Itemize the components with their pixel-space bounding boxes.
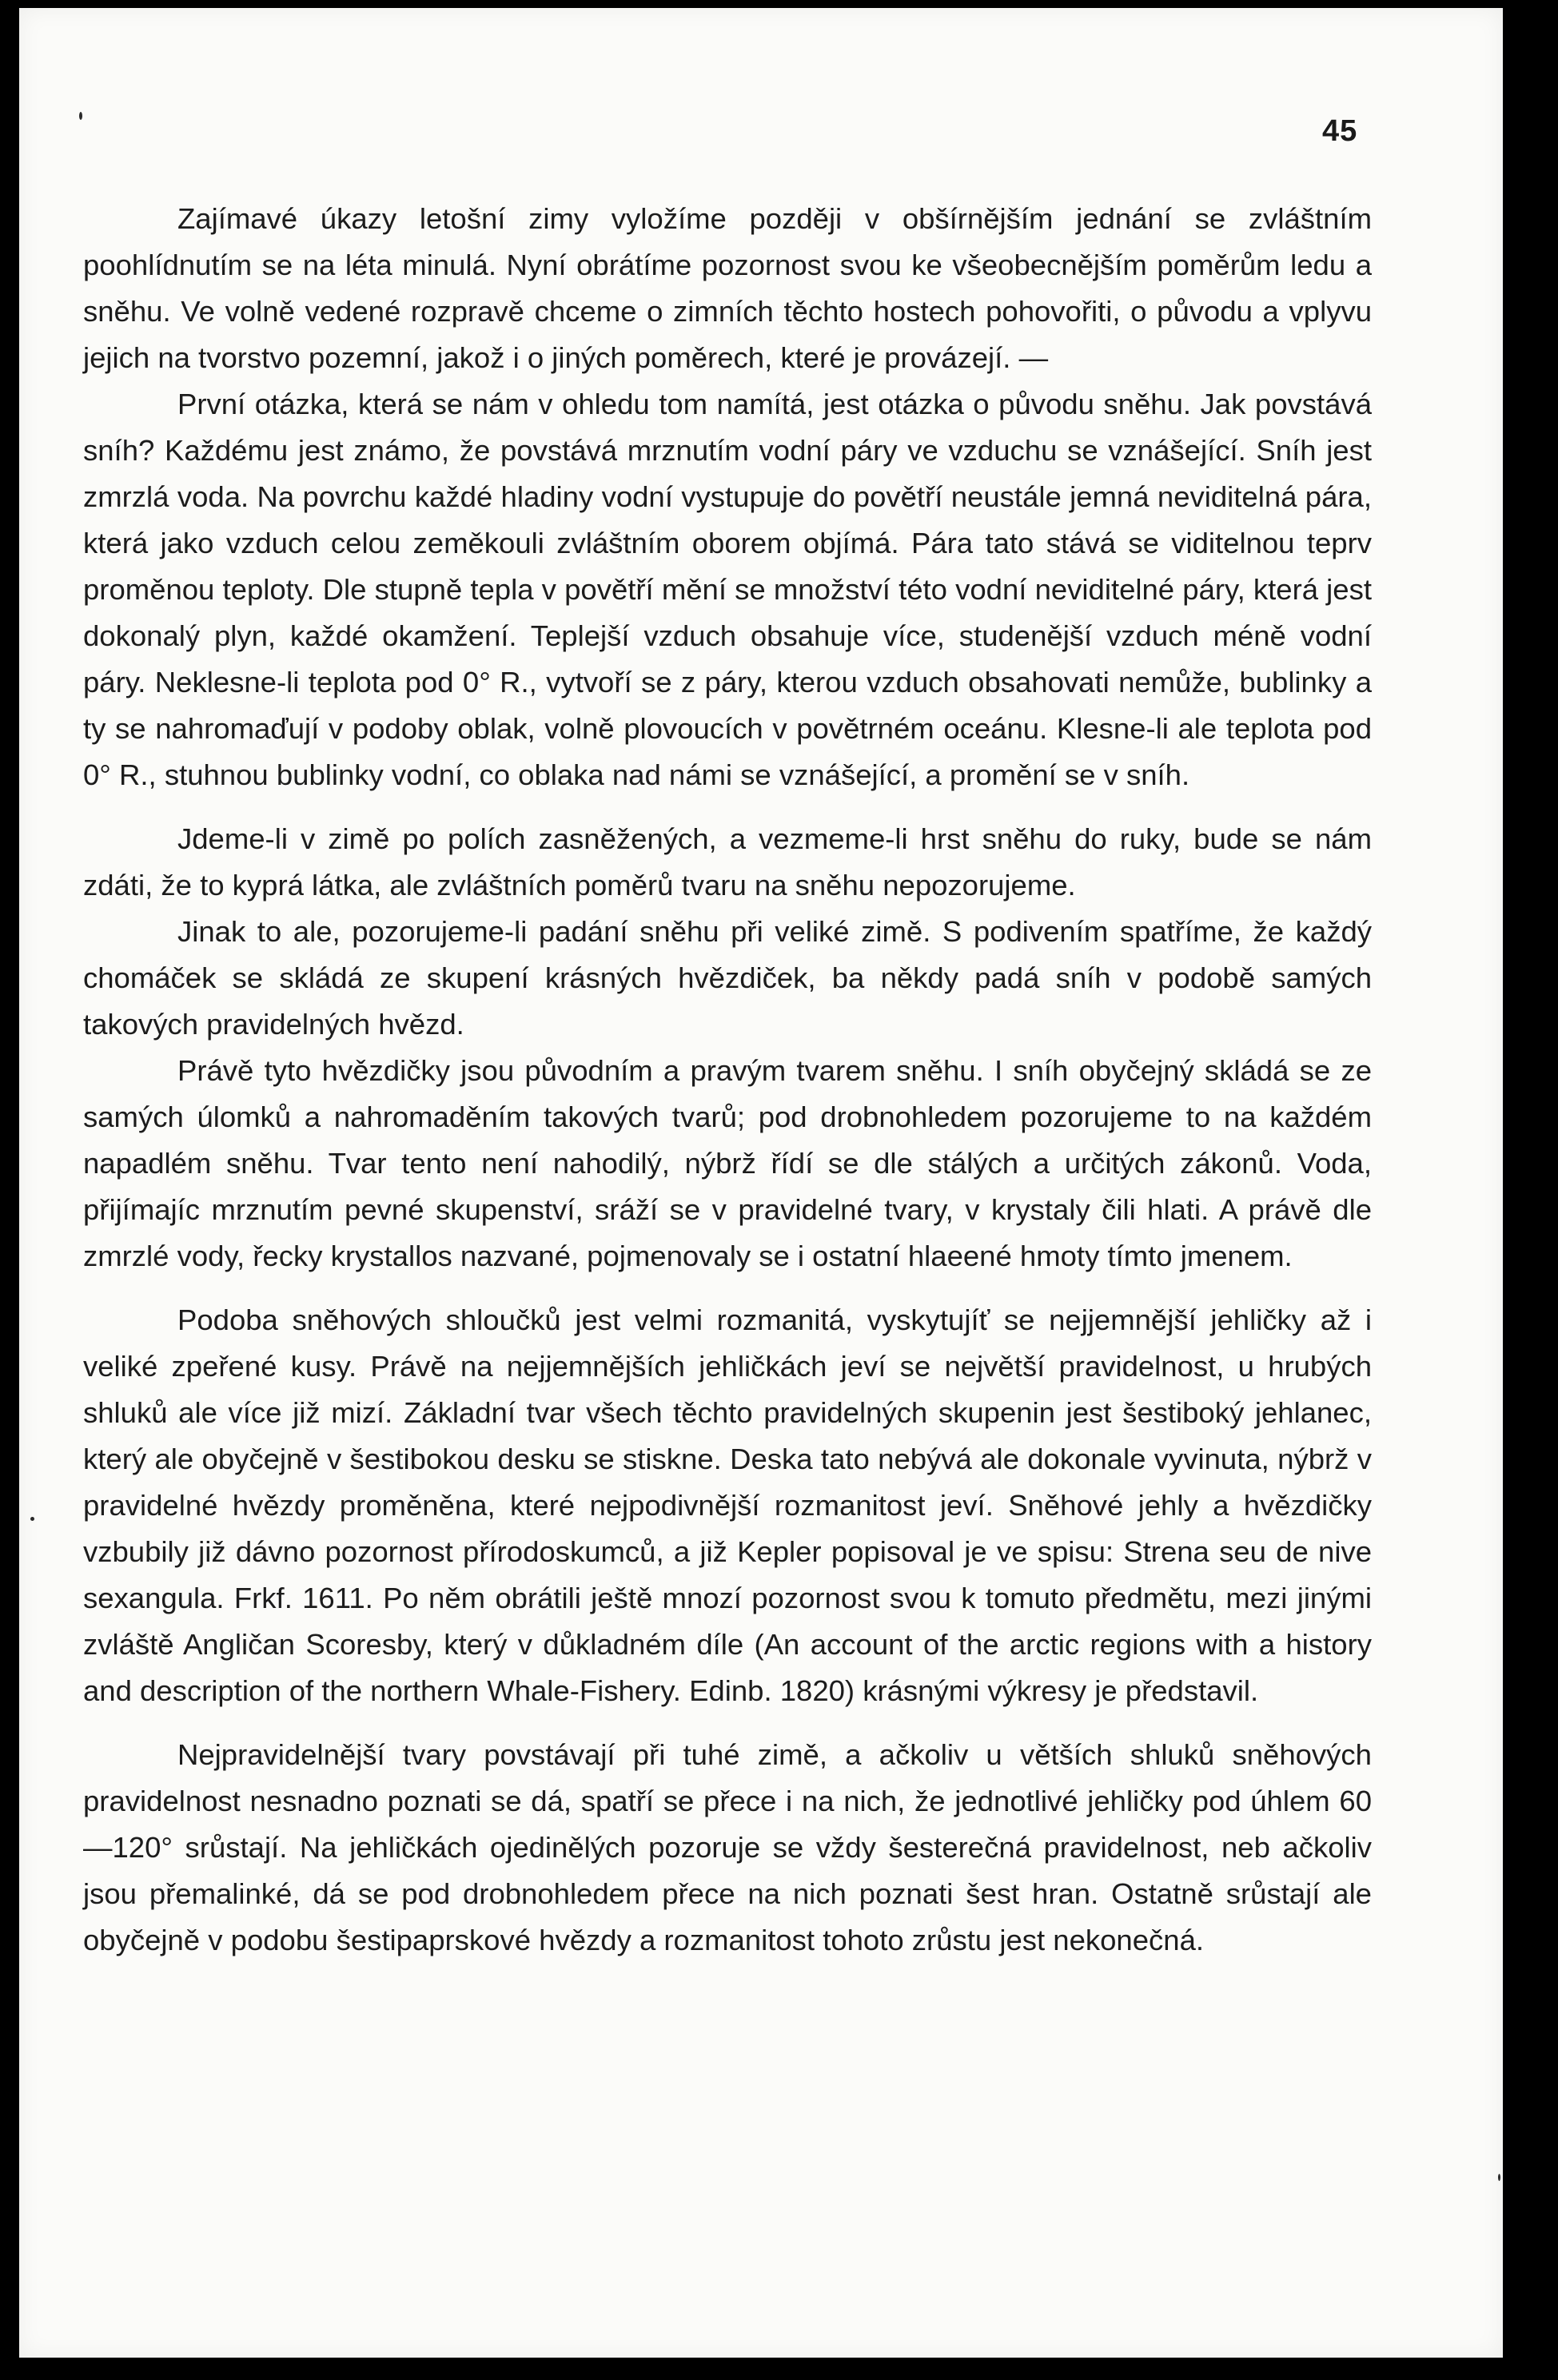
scan-speck xyxy=(1498,2174,1500,2181)
page-number: 45 xyxy=(1322,114,1358,148)
paragraph-6: Podoba sněhových shloučků jest velmi rozmanitá, vyskytujíť se nejjemnější jehličky až i veliké zpeřené kusy. Právě na nejjemnějších jehličkách jeví se největší pravidelnost, u hrubých shluků ale více již mizí. Základní tvar všech těchto pravidelných skupenin jest šestiboký jehlanec, který ale obyčejně v šestibokou desku se stiskne. Deska tato nebývá ale dokonale vyvinuta, nýbrž v pravidelné hvězdy proměněna, které nejpodivnější rozmanitost jeví. Sněhové jehly a hvězdičky vzbubily již dávno pozornost přírodoskumců, a již Kepler popisoval je ve spisu: Strena seu de nive sexangula. Frkf. 1611. Po něm obrátili ještě mnozí pozornost svou k tomuto předmětu, mezi jinými zvláště Angličan Scoresby, který v důkladném díle (An account of the arctic regions with a history and description of the northern Whale-Fishery. Edinb. 1820) krásnými výkresy je představil. xyxy=(83,1303,1372,1707)
scan-speck xyxy=(79,112,82,120)
scan-speck xyxy=(30,1517,34,1521)
book-page xyxy=(19,8,1503,2358)
paragraph-7: Nejpravidelnější tvary povstávají při tuhé zimě, a ačkoliv u větších shluků sněhových pravidelnost nesnadno poznati se dá, spatří se přece i na nich, že jednotlivé jehličky pod úhlem 60—120° srůstají. Na jehličkách ojedinělých pozoruje se vždy šesterečná pravidelnost, neb ačkoliv jsou přemalinké, dá se pod drobnohledem přece na nich poznati šest hran. Ostatně srůstají ale obyčejně v podobu šestipaprskové hvězdy a rozmanitost tohoto zrůstu jest nekonečná. xyxy=(83,1738,1372,1956)
paragraph-5: Právě tyto hvězdičky jsou původním a pravým tvarem sněhu. I sníh obyčejný skládá se ze samých úlomků a nahromaděním takových tvarů; pod drobnohledem pozorujeme to na každém napadlém sněhu. Tvar tento není nahodilý, nýbrž řídí se dle stálých a určitých zákonů. Voda, přijímajíc mrznutím pevné skupenství, sráží se v pravidelné tvary, v krystaly čili hlati. A právě dle zmrzlé vody, řecky krystallos nazvané, pojmenovaly se i ostatní hlaeené hmoty tímto jmenem. xyxy=(83,1054,1372,1272)
body-text xyxy=(83,196,1372,1964)
paragraph-4: Jinak to ale, pozorujeme-li padání sněhu při veliké zimě. S podivením spatříme, že každý chomáček se skládá ze skupení krásných hvězdiček, ba někdy padá sníh v podobě samých takových pravidelných hvězd. xyxy=(83,915,1372,1041)
paragraph-2: První otázka, která se nám v ohledu tom namítá, jest otázka o původu sněhu. Jak povstává sníh? Každému jest známo, že povstává mrznutím vodní páry ve vzduchu se vznášející. Sníh jest zmrzlá voda. Na povrchu každé hladiny vodní vystupuje do povětří neustále jemná neviditelná pára, která jako vzduch celou zeměkouli zvláštním oborem objímá. Pára tato stává se viditelnou teprv proměnou teploty. Dle stupně tepla v povětří mění se množství této vodní neviditelné páry, která jest dokonalý plyn, každé okamžení. Teplejší vzduch obsahuje více, studenější vzduch méně vodní páry. Neklesne-li teplota pod 0° R., vytvoří se z páry, kterou vzduch obsahovati nemůže, bublinky a ty se nahromaďují v podoby oblak, volně plovoucích v povětrném oceánu. Klesne-li ale teplota pod 0° R., stuhnou bublinky vodní, co oblaka nad námi se vznášející, a promění se v sníh. xyxy=(83,388,1372,791)
paragraph-3: Jdeme-li v zimě po polích zasněžených, a vezmeme-li hrst sněhu do ruky, bude se nám zdáti, že to kyprá látka, ale zvláštních poměrů tvaru na sněhu nepozorujeme. xyxy=(83,822,1372,901)
paragraph-1: Zajímavé úkazy letošní zimy vyložíme později v obšírnějším jednání se zvláštním poohlídnutím se na léta minulá. Nyní obrátíme pozornost svou ke všeobecnějším poměrům ledu a sněhu. Ve volně vedené rozpravě chceme o zimních těchto hostech pohovořiti, o původu a vplyvu jejich na tvorstvo pozemní, jakož i o jiných poměrech, které je provázejí. — xyxy=(83,202,1372,374)
